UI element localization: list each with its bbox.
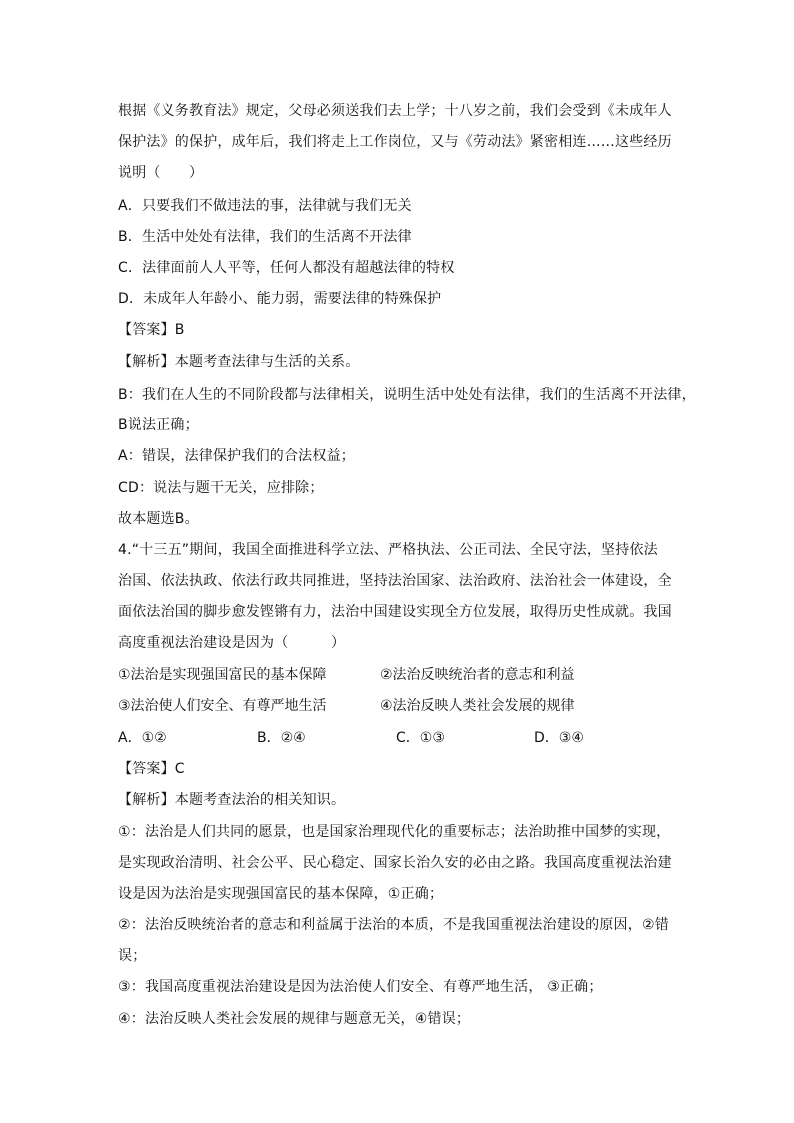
q3-analysis-line-2: B：我们在人生的不同阶段都与法律相关，说明生活中处处有法律，我们的生活离不开法律， [118, 387, 696, 403]
q3-option-c: C．法律面前人人平等，任何人都没有超越法律的特权 [118, 260, 455, 276]
q3-option-d: D．未成年人年龄小、能力弱，需要法律的特殊保护 [118, 291, 442, 307]
q3-stem-line-3: 说明（ ） [118, 165, 204, 181]
q4-analysis-line-6: 误； [118, 948, 147, 964]
q4-analysis-line-8: ④：法治反映人类社会发展的规律与题意无关，④错误； [118, 1011, 471, 1027]
q3-stem-line-2: 保护法》的保护，成年后，我们将走上工作岗位，又与《劳动法》紧密相连……这些经历 [118, 134, 672, 150]
q4-analysis-line-7: ③：我国高度重视法治建设是因为法治使人们安全、有尊严地生活， ③正确； [118, 979, 603, 995]
q4-analysis-line-1: 【解析】本题考查法治的相关知识。 [118, 792, 346, 808]
q3-analysis-line-6: 故本题选B。 [118, 511, 199, 527]
q4-choice-d: D．③④ [534, 730, 584, 746]
q3-analysis-line-4: A：错误，法律保护我们的合法权益； [118, 448, 355, 464]
q4-statement-2: ②法治反映统治者的意志和利益 [380, 667, 575, 683]
q3-option-a: A．只要我们不做违法的事，法律就与我们无关 [118, 198, 412, 214]
q4-choice-c: C．①③ [396, 730, 445, 746]
q4-stem-line-1: 4.“十三五”期间，我国全面推进科学立法、严格执法、公正司法、全民守法，坚持依法 [118, 542, 658, 558]
q4-analysis-line-2: ①：法治是人们共同的愿景，也是国家治理现代化的重要标志；法治助推中国梦的实现， [118, 824, 671, 840]
q4-analysis-line-3: 是实现政治清明、社会公平、民心稳定、国家长治久安的必由之路。我国高度重视法治建 [118, 855, 672, 871]
q3-answer: 【答案】B [118, 322, 185, 338]
q4-stem-line-4: 高度重视法治建设是因为（ ） [118, 635, 346, 651]
q4-stem-line-3: 面依法治国的脚步愈发铿锵有力，法治中国建设实现全方位发展，取得历史性成就。我国 [118, 604, 672, 620]
q4-statement-3: ③法治使人们安全、有尊严地生活 [118, 698, 327, 714]
q3-analysis-line-5: CD：说法与题干无关，应排除； [118, 480, 324, 496]
q4-analysis-line-5: ②：法治反映统治者的意志和利益属于法治的本质，不是我国重视法治建设的原因，②错 [118, 917, 669, 933]
q4-analysis-line-4: 设是因为法治是实现强国富民的基本保障，①正确； [118, 886, 444, 902]
q4-statement-1: ①法治是实现强国富民的基本保障 [118, 667, 327, 683]
q4-statement-4: ④法治反映人类社会发展的规律 [380, 698, 575, 714]
q3-analysis-line-1: 【解析】本题考查法律与生活的关系。 [118, 354, 360, 370]
q4-stem-line-2: 治国、依法执政、依法行政共同推进，坚持法治国家、法治政府、法治社会一体建设，全 [118, 573, 672, 589]
q3-stem-line-1: 根据《义务教育法》规定，父母必须送我们去上学；十八岁之前，我们会受到《未成年人 [118, 103, 672, 119]
q4-choice-a: A．①② [118, 730, 167, 746]
q3-analysis-line-3: B说法正确； [118, 417, 199, 433]
q4-choice-b: B．②④ [257, 730, 306, 746]
q3-option-b: B．生活中处处有法律，我们的生活离不开法律 [118, 229, 412, 245]
q4-answer: 【答案】C [118, 761, 185, 777]
